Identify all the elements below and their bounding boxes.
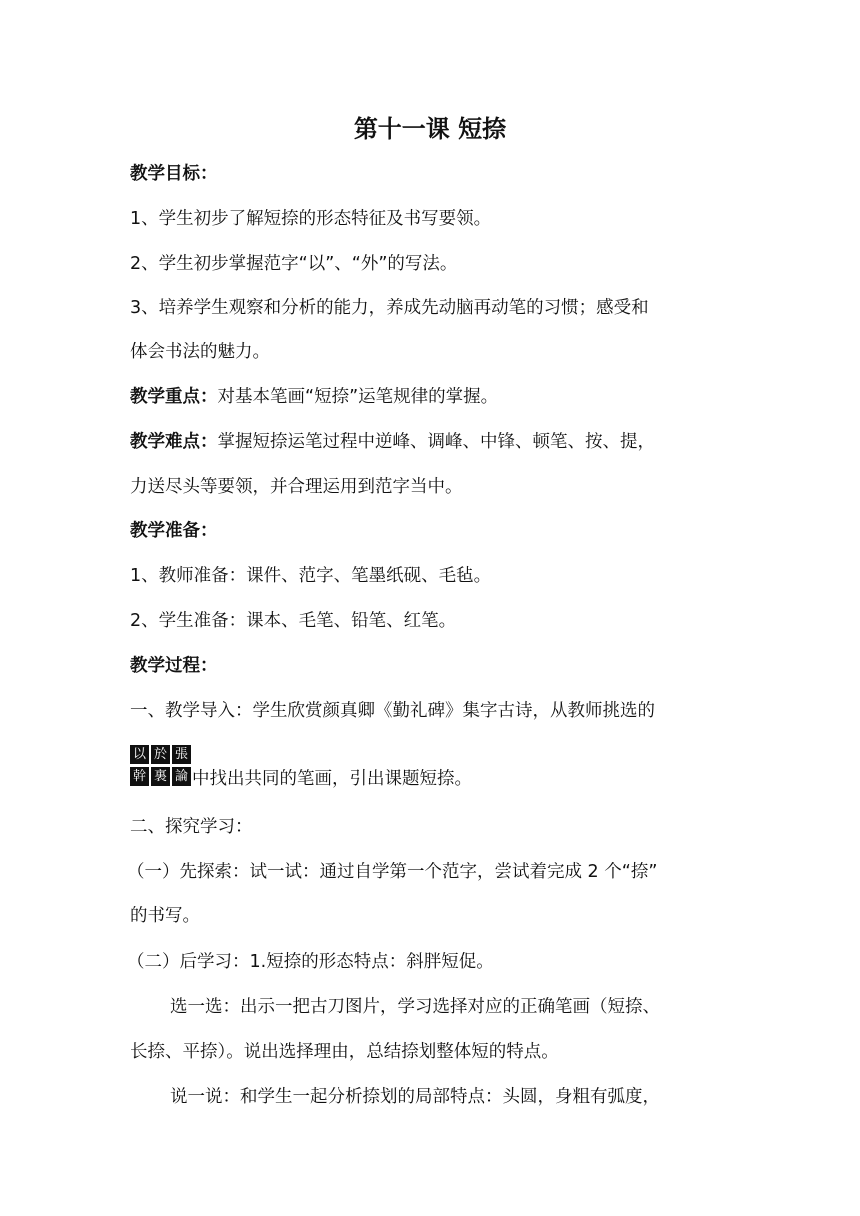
intro-line-2: 中找出共同的笔画，引出课题短捺。 (192, 769, 472, 789)
explore-line-1: （一）先探索：试一试：通过自学第一个范字，尝试着完成 2 个“捺” (127, 862, 658, 882)
difficulty-text-2: 力送尽头等要领，并合理运用到范字当中。 (130, 477, 463, 497)
prep-heading: 教学准备： (130, 521, 218, 541)
prep-item-1: 1、教师准备：课件、范字、笔墨纸砚、毛毡。 (130, 566, 492, 586)
sample-characters-image (130, 745, 192, 787)
sample-char: 幹 (130, 767, 149, 786)
sample-char: 裏 (151, 767, 170, 786)
sample-char: 論 (172, 767, 191, 786)
key-point (130, 386, 740, 408)
key-point-text: 对基本笔画“短捺”运笔规律的掌握。 (217, 387, 499, 407)
sample-char: 張 (172, 745, 191, 764)
sample-char: 於 (151, 745, 170, 764)
goal-item-3: 3、培养学生观察和分析的能力，养成先动脑再动笔的习惯；感受和 (130, 298, 649, 318)
goal-item-2: 2、学生初步掌握范字“以”、“外”的写法。 (130, 254, 458, 274)
goal-item-3-cont: 体会书法的魅力。 (130, 342, 270, 362)
difficulty-text-1: 掌握短捺运笔过程中逆峰、调峰、中锋、顿笔、按、提， (217, 432, 655, 452)
difficulty (130, 431, 740, 453)
process-heading: 教学过程： (130, 656, 218, 676)
prep-item-2: 2、学生准备：课本、毛笔、铅笔、红笔。 (130, 611, 457, 631)
goals-heading: 教学目标： (130, 164, 218, 184)
explore-line-2: 的书写。 (130, 906, 200, 926)
say-line-1: 说一说：和学生一起分析捺划的局部特点：头圆，身粗有弧度， (170, 1087, 660, 1107)
intro-line-1: 一、教学导入：学生欣赏颜真卿《勤礼碑》集字古诗，从教师挑选的 (130, 701, 655, 721)
select-line-2: 长捺、平捺）。说出选择理由，总结捺划整体短的特点。 (130, 1042, 559, 1062)
goal-item-1: 1、学生初步了解短捺的形态特征及书写要领。 (130, 209, 492, 229)
key-point-label: 教学重点： (130, 387, 218, 407)
learn-line: （二）后学习：1.短捺的形态特点：斜胖短促。 (127, 952, 494, 972)
section-2-heading: 二、探究学习： (130, 817, 253, 837)
page-title: 第十一课 短捺 (353, 115, 507, 143)
difficulty-label: 教学难点： (130, 432, 218, 452)
select-line-1: 选一选：出示一把古刀图片，学习选择对应的正确笔画（短捺、 (170, 997, 660, 1017)
sample-char: 以 (130, 745, 149, 764)
